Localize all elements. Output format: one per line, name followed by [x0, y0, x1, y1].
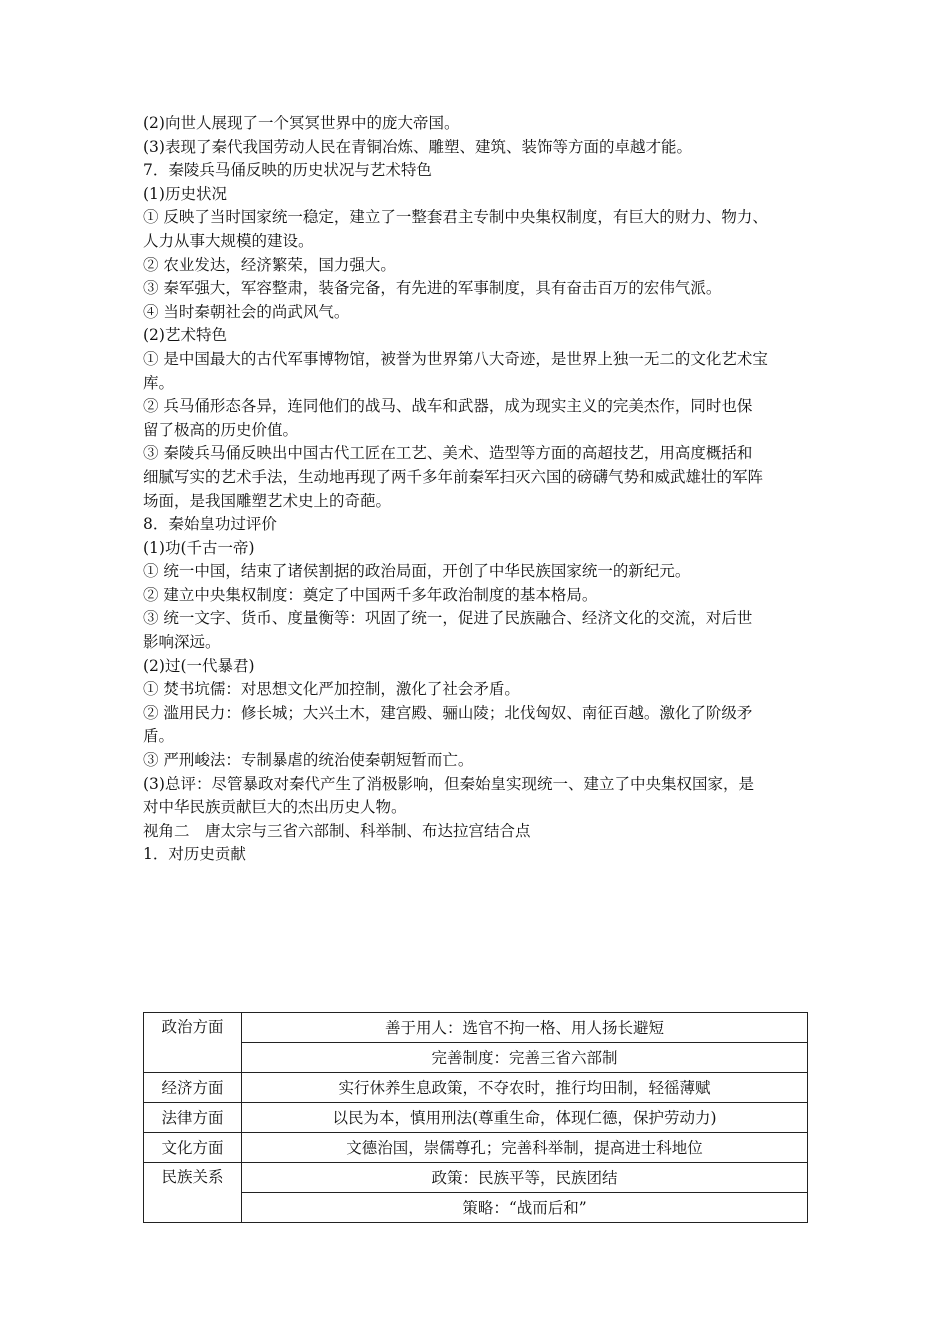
subsection-heading: (2)过(一代暴君) [143, 656, 255, 675]
text-line: ① 统一中国，结束了诸侯割据的政治局面，开创了中华民族国家统一的新纪元。 [143, 562, 691, 581]
table-row [144, 1193, 808, 1223]
text-line: 库。 [143, 373, 175, 392]
row-label-politics: 政治方面 [144, 1013, 242, 1073]
text-line: ② 兵马俑形态各异，连同他们的战马、战车和武器，成为现实主义的完美杰作，同时也保 [143, 397, 753, 416]
table-cell: 实行休养生息政策，不夺农时，推行均田制，轻徭薄赋 [242, 1073, 808, 1103]
section-heading: 视角二 唐太宗与三省六部制、科举制、布达拉宫结合点 [143, 821, 531, 840]
contributions-table [143, 1012, 808, 1223]
table-row [144, 1103, 808, 1133]
text-line: 人力从事大规模的建设。 [143, 231, 314, 250]
row-label-economy: 经济方面 [144, 1073, 242, 1103]
text-line: ③ 严刑峻法：专制暴虐的统治使秦朝短暂而亡。 [143, 751, 474, 770]
table-cell: 政策：民族平等，民族团结 [242, 1163, 808, 1193]
text-line: ③ 统一文字、货币、度量衡等：巩固了统一，促进了民族融合、经济文化的交流，对后世 [143, 609, 753, 628]
table-cell: 以民为本，慎用刑法(尊重生命，体现仁德，保护劳动力) [242, 1103, 808, 1133]
section-heading: 1．对历史贡献 [143, 845, 246, 864]
document-body [143, 112, 813, 867]
text-line: ④ 当时秦朝社会的尚武风气。 [143, 302, 350, 321]
text-line: (2)向世人展现了一个冥冥世界中的庞大帝国。 [143, 114, 460, 132]
section-heading: 7．秦陵兵马俑反映的历史状况与艺术特色 [143, 161, 432, 180]
table-row [144, 1133, 808, 1163]
text-line: ② 建立中央集权制度：奠定了中国两千多年政治制度的基本格局。 [143, 585, 598, 604]
text-line: (3)表现了秦代我国劳动人民在青铜冶炼、雕塑、建筑、装饰等方面的卓越才能。 [143, 137, 692, 156]
row-label-ethnic: 民族关系 [144, 1163, 242, 1223]
text-line: ② 滥用民力：修长城；大兴土木，建宫殿、骊山陵；北伐匈奴、南征百越。激化了阶级矛 [143, 703, 753, 722]
table-row [144, 1163, 808, 1193]
text-line: 盾。 [143, 727, 175, 746]
table-row [144, 1043, 808, 1073]
text-line: 影响深远。 [143, 633, 221, 652]
text-line: 场面，是我国雕塑艺术史上的奇葩。 [143, 491, 392, 510]
text-line: ① 反映了当时国家统一稳定，建立了一整套君主专制中央集权制度，有巨大的财力、物力、 [143, 208, 768, 227]
table-cell: 善于用人：选官不拘一格、用人扬长避短 [242, 1013, 808, 1043]
text-line: 留了极高的历史价值。 [143, 420, 299, 439]
text-line: (3)总评：尽管暴政对秦代产生了消极影响，但秦始皇实现统一、建立了中央集权国家，是 [143, 774, 754, 793]
row-label-culture: 文化方面 [144, 1133, 242, 1163]
text-line: ② 农业发达，经济繁荣，国力强大。 [143, 255, 396, 274]
subsection-heading: (2)艺术特色 [143, 326, 227, 345]
table-cell: 完善制度：完善三省六部制 [242, 1043, 808, 1073]
table-row [144, 1013, 808, 1043]
table-cell: 策略：“战而后和” [242, 1193, 808, 1223]
text-line: ③ 秦军强大，军容整肃，装备完备，有先进的军事制度，具有奋击百万的宏伟气派。 [143, 279, 722, 298]
text-line: ① 焚书坑儒：对思想文化严加控制，激化了社会矛盾。 [143, 680, 520, 699]
table-cell: 文德治国，崇儒尊孔；完善科举制，提高进士科地位 [242, 1133, 808, 1163]
text-line: 细腻写实的艺术手法，生动地再现了两千多年前秦军扫灭六国的磅礴气势和威武雄壮的军阵 [143, 467, 764, 486]
text-line: ① 是中国最大的古代军事博物馆，被誉为世界第八大奇迹，是世界上独一无二的文化艺术宝 [143, 349, 768, 368]
table-row [144, 1073, 808, 1103]
text-line: 对中华民族贡献巨大的杰出历史人物。 [143, 798, 407, 817]
section-heading: 8．秦始皇功过评价 [143, 515, 277, 534]
text-line: ③ 秦陵兵马俑反映出中国古代工匠在工艺、美术、造型等方面的高超技艺，用高度概括和 [143, 444, 753, 463]
subsection-heading: (1)历史状况 [143, 184, 227, 203]
row-label-law: 法律方面 [144, 1103, 242, 1133]
subsection-heading: (1)功(千古一帝) [143, 538, 255, 557]
